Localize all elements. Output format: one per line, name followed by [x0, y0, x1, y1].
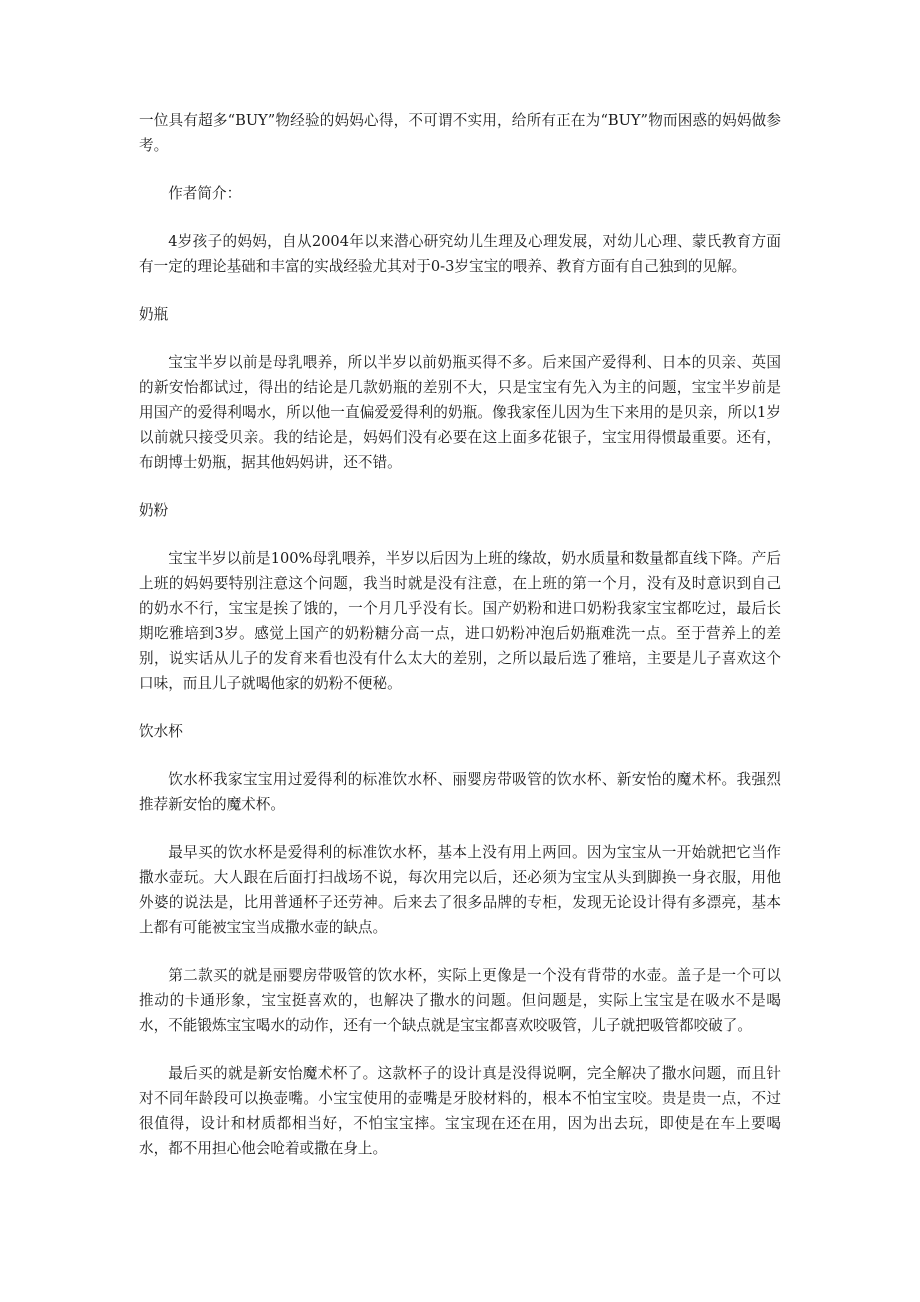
- bottle-paragraph: 宝宝半岁以前是母乳喂养，所以半岁以前奶瓶买得不多。后来国产爱得利、日本的贝亲、英国的新安怡都试过，得出的结论是几款奶瓶的差别不大，只是宝宝有先入为主的问题，宝宝半岁前是用国产的爱得利喝水，所以他一直偏爱爱得利的奶瓶。像我家侄儿因为生下来用的是贝亲，所以1岁以前就只接受贝亲。我的结论是，妈妈们没有必要在这上面多花银子，宝宝用得惯最重要。还有，布朗博士奶瓶，据其他妈妈讲，还不错。: [139, 354, 781, 471]
- document-page: [139, 108, 781, 1184]
- cup-paragraph-4: 最后买的就是新安怡魔术杯了。这款杯子的设计真是没得说啊，完全解决了撒水问题，而且针对不同年龄段可以换壶嘴。小宝宝使用的壶嘴是牙胶材料的，根本不怕宝宝咬。贵是贵一点，不过很值得，设计和材质都相当好，不怕宝宝摔。宝宝现在还在用，因为出去玩，即使是在车上要喝水，都不用担心他会呛着或撒在身上。: [139, 1065, 781, 1157]
- cup-paragraph-2: 最早买的饮水杯是爱得利的标准饮水杯，基本上没有用上两回。因为宝宝从一开始就把它当作撒水壶玩。大人跟在后面打扫战场不说，每次用完以后，还必须为宝宝从头到脚换一身衣服，用他外婆的说法是，比用普通杯子还劳神。后来去了很多品牌的专柜，发现无论设计得有多漂亮，基本上都有可能被宝宝当成撒水壶的缺点。: [139, 844, 781, 936]
- author-heading: 作者简介：: [168, 185, 242, 202]
- cup-paragraph-1: 饮水杯我家宝宝用过爱得利的标准饮水杯、丽婴房带吸管的饮水杯、新安怡的魔术杯。我强烈推荐新安怡的魔术杯。: [139, 771, 781, 813]
- intro-paragraph: 一位具有超多“BUY”物经验的妈妈心得，不可谓不实用，给所有正在为“BUY”物而困惑的妈妈做参考。: [139, 112, 781, 154]
- section-heading-bottle: 奶瓶: [139, 306, 169, 323]
- author-bio-paragraph: 4岁孩子的妈妈，自从2004年以来潜心研究幼儿生理及心理发展，对幼儿心理、蒙氏教育方面有一定的理论基础和丰富的实战经验尤其对于0-3岁宝宝的喂养、教育方面有自己独到的见解。: [139, 233, 781, 275]
- section-heading-cup: 饮水杯: [139, 723, 183, 740]
- formula-paragraph: 宝宝半岁以前是100%母乳喂养，半岁以后因为上班的缘故，奶水质量和数量都直线下降。产后上班的妈妈要特别注意这个问题，我当时就是没有注意，在上班的第一个月，没有及时意识到自己的奶水不行，宝宝是挨了饿的，一个月几乎没有长。国产奶粉和进口奶粉我家宝宝都吃过，最后长期吃雅培到3岁。感觉上国产的奶粉糖分高一点，进口奶粉冲泡后奶瓶难洗一点。至于营养上的差别，说实话从儿子的发育来看也没有什么太大的差别，之所以最后选了雅培，主要是儿子喜欢这个口味，而且儿子就喝他家的奶粉不便秘。: [139, 550, 781, 692]
- section-heading-formula: 奶粉: [139, 502, 169, 519]
- cup-paragraph-3: 第二款买的就是丽婴房带吸管的饮水杯，实际上更像是一个没有背带的水壶。盖子是一个可以推动的卡通形象，宝宝挺喜欢的，也解决了撒水的问题。但问题是，实际上宝宝是在吸水不是喝水，不能锻炼宝宝喝水的动作，还有一个缺点就是宝宝都喜欢咬吸管，儿子就把吸管都咬破了。: [139, 967, 781, 1034]
